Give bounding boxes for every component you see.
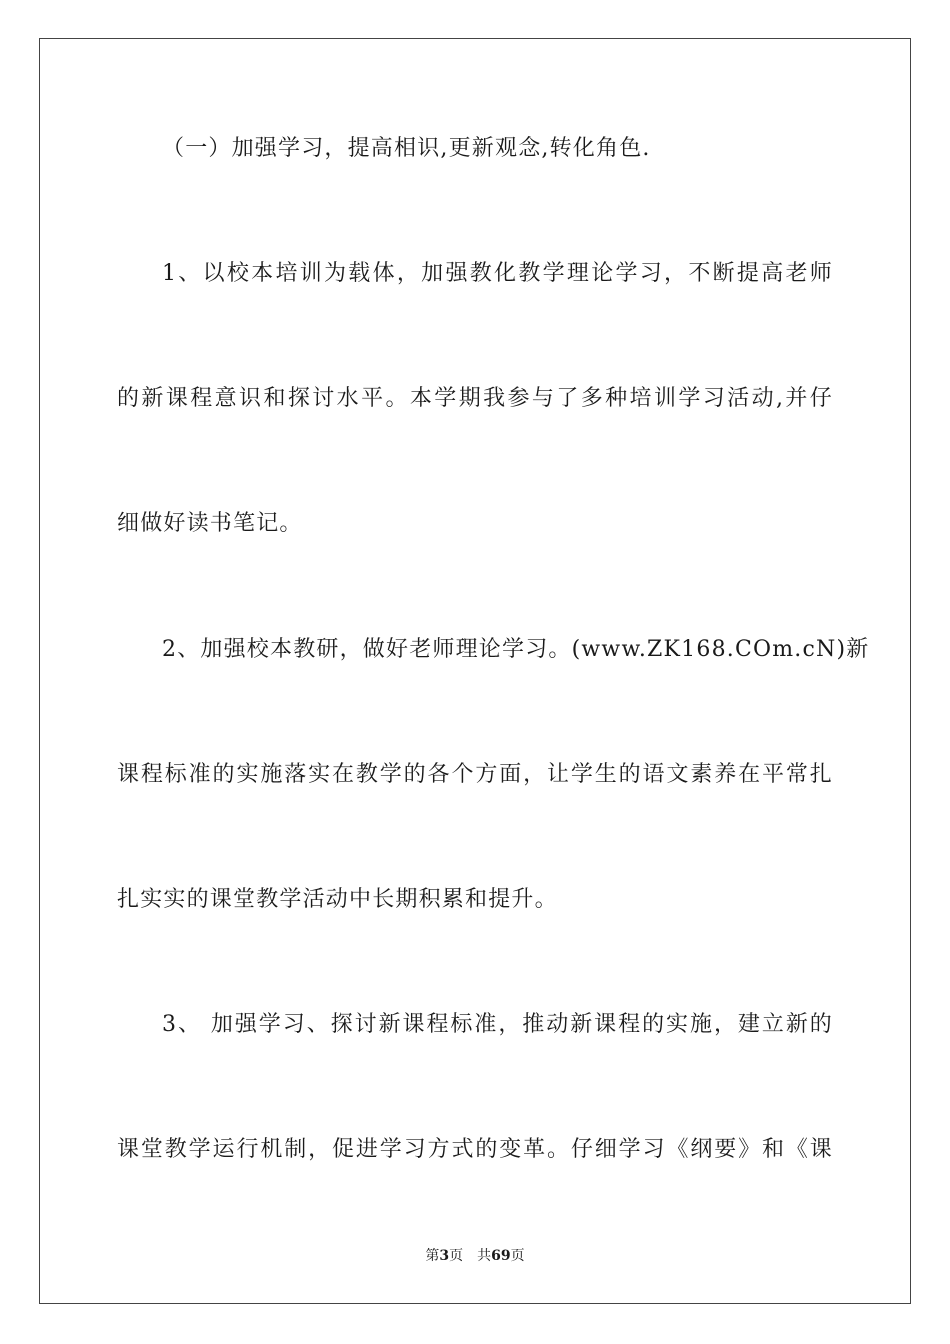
page-suffix: 页 [449, 1248, 464, 1264]
paragraph-line: 2、加强校本教研，做好老师理论学习。(www.ZK168.COm.cN)新 [162, 637, 870, 662]
page-footer [0, 1246, 950, 1266]
paragraph-line: 的新课程意识和探讨水平。本学期我参与了多种培训学习活动,并仔 [117, 386, 833, 411]
total-prefix: 共 [477, 1248, 492, 1264]
paragraph-line: 1、以校本培训为载体，加强教化教学理论学习，不断提高老师 [162, 261, 833, 286]
paragraph-line: 课程标准的实施落实在教学的各个方面，让学生的语文素养在平常扎 [117, 762, 833, 787]
section-heading: （一）加强学习，提高相识,更新观念,转化角色. [162, 136, 651, 161]
paragraph-line: 3、 加强学习、探讨新课程标准，推动新课程的实施，建立新的 [162, 1012, 833, 1037]
page-number: 3 [439, 1248, 450, 1264]
paragraph-line: 课堂教学运行机制，促进学习方式的变革。仔细学习《纲要》和《课 [117, 1137, 833, 1162]
page-prefix: 第 [425, 1248, 440, 1264]
total-suffix: 页 [510, 1248, 525, 1264]
paragraph-line: 细做好读书笔记。 [117, 511, 303, 536]
page-border [39, 38, 911, 1304]
paragraph-line: 扎实实的课堂教学活动中长期积累和提升。 [117, 887, 558, 912]
total-pages: 69 [491, 1248, 511, 1264]
